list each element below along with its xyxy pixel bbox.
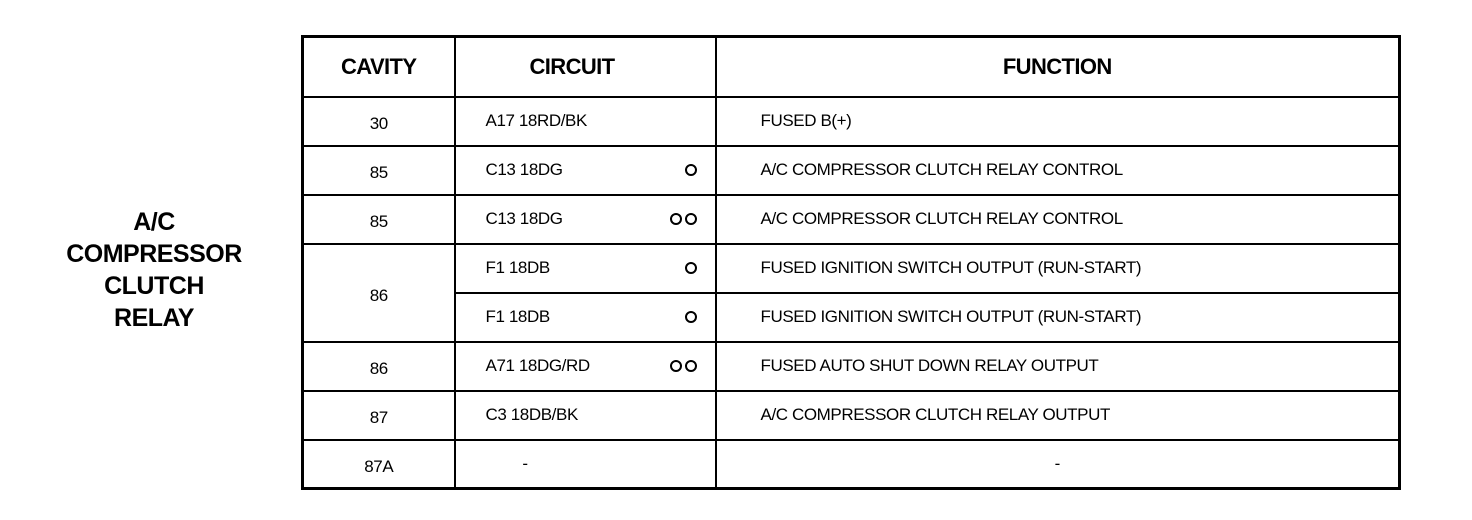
component-label-line: A/C — [133, 208, 175, 236]
function-cell: A/C COMPRESSOR CLUTCH RELAY CONTROL — [716, 195, 1400, 244]
component-label-line: RELAY — [114, 304, 194, 332]
single-circle-marker-icon — [685, 262, 697, 274]
table-row — [303, 342, 1400, 391]
table-row — [303, 440, 1400, 489]
component-label-line: CLUTCH — [104, 272, 204, 300]
function-cell: A/C COMPRESSOR CLUTCH RELAY OUTPUT — [716, 391, 1400, 440]
cavity-cell: 86 — [303, 244, 455, 342]
circuit-cell — [455, 342, 716, 391]
circuit-cell — [455, 244, 716, 293]
function-cell: FUSED B(+) — [716, 97, 1400, 146]
circuit-cell — [455, 146, 716, 195]
circuit-code: F1 18DB — [485, 307, 550, 326]
circuit-code: C3 18DB/BK — [485, 405, 578, 424]
component-label — [58, 206, 250, 334]
double-circle-marker-icon — [670, 213, 697, 225]
double-circle-marker-icon — [670, 360, 697, 372]
header-cavity: CAVITY — [303, 37, 455, 97]
circuit-cell — [455, 195, 716, 244]
cavity-cell: 86 — [303, 342, 455, 391]
circuit-code: A17 18RD/BK — [485, 111, 587, 130]
circuit-cell — [455, 391, 716, 440]
table-row — [303, 244, 1400, 293]
circuit-code: F1 18DB — [485, 258, 550, 277]
cavity-cell: 87 — [303, 391, 455, 440]
function-cell: FUSED IGNITION SWITCH OUTPUT (RUN-START) — [716, 293, 1400, 342]
cavity-cell: 85 — [303, 146, 455, 195]
circuit-cell — [455, 293, 716, 342]
table-row — [303, 146, 1400, 195]
cavity-cell: 87A — [303, 440, 455, 489]
circuit-cell: - — [455, 440, 716, 489]
single-circle-marker-icon — [685, 311, 697, 323]
cavity-cell: 85 — [303, 195, 455, 244]
table-row — [303, 293, 1400, 342]
table-row — [303, 391, 1400, 440]
single-circle-marker-icon — [685, 164, 697, 176]
circuit-code: A71 18DG/RD — [485, 356, 590, 375]
header-function: FUNCTION — [716, 37, 1400, 97]
table-row — [303, 97, 1400, 146]
function-cell: FUSED AUTO SHUT DOWN RELAY OUTPUT — [716, 342, 1400, 391]
function-cell: - — [716, 440, 1400, 489]
function-cell: A/C COMPRESSOR CLUTCH RELAY CONTROL — [716, 146, 1400, 195]
header-row — [303, 37, 1400, 97]
function-cell: FUSED IGNITION SWITCH OUTPUT (RUN-START) — [716, 244, 1400, 293]
component-label-line: COMPRESSOR — [66, 240, 242, 268]
circuit-cell — [455, 97, 716, 146]
connector-pinout-table — [301, 35, 1401, 490]
header-circuit: CIRCUIT — [455, 37, 716, 97]
table-row — [303, 195, 1400, 244]
cavity-cell: 30 — [303, 97, 455, 146]
circuit-code: C13 18DG — [485, 209, 563, 228]
circuit-code: C13 18DG — [485, 160, 563, 179]
